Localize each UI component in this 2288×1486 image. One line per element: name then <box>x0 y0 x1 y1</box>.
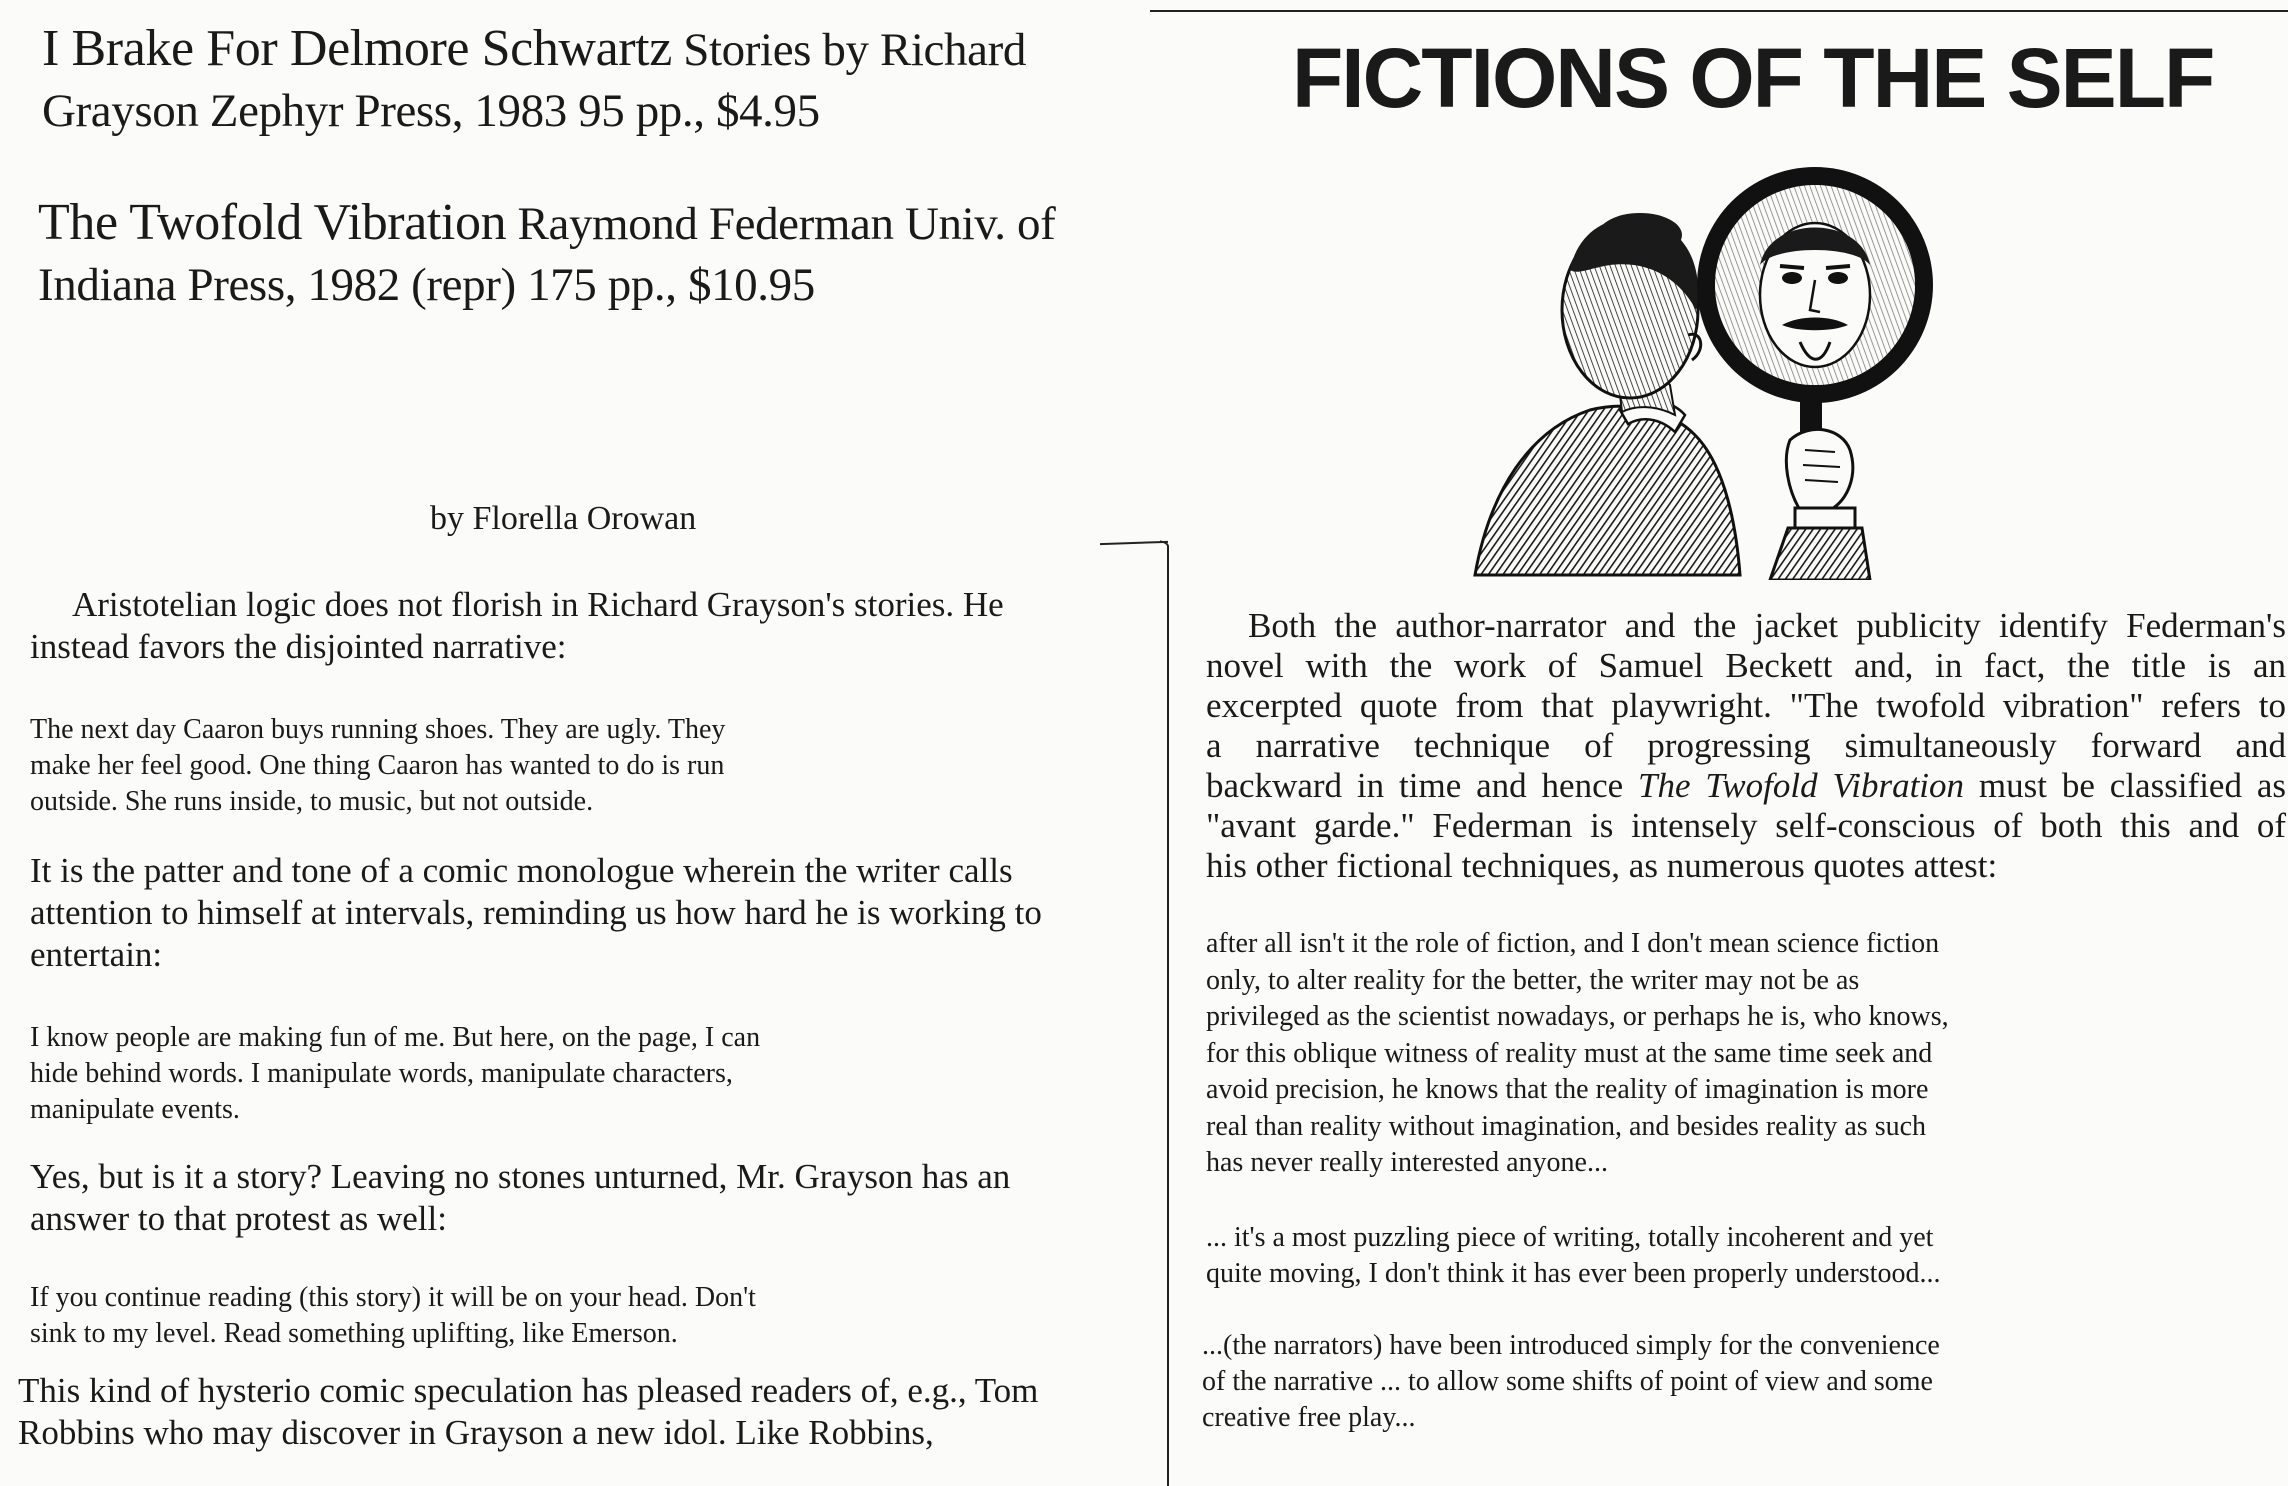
text-line: It is the patter and tone of a comic monologue wherein the writer calls <box>30 851 1013 890</box>
quote-line: ... it's a most puzzling piece of writing, totally incoherent and yet <box>1206 1221 1934 1253</box>
right-column <box>1202 606 2286 1436</box>
quote-line: sink to my level. Read something uplifting, like Emerson. <box>30 1318 678 1349</box>
right-quote-2 <box>1206 1220 2286 1292</box>
column-divider <box>1160 540 1180 1486</box>
quote-line: of the narrative ... to allow some shifts of point of view and some <box>1202 1365 1933 1397</box>
left-quote-2 <box>30 1020 1128 1128</box>
left-paragraph-3 <box>30 1156 1128 1240</box>
quote-line: hide behind words. I manipulate words, manipulate characters, <box>30 1058 733 1089</box>
quote-line: quite moving, I don't think it has ever been properly understood... <box>1206 1257 1941 1289</box>
quote-line: ...(the narrators) have been introduced simply for the convenience <box>1202 1329 1940 1361</box>
left-paragraph-4 <box>18 1370 1128 1454</box>
text-line: "avant garde." Federman is intensely self-conscious of both this and of <box>1206 806 2286 845</box>
book2-author: Raymond Federman Univ. of <box>517 198 1056 250</box>
text-line: his other fictional techniques, as numerous quotes attest: <box>1206 846 1998 885</box>
quote-line: real than reality without imagination, and besides reality as such <box>1206 1110 1927 1142</box>
quote-line: I know people are making fun of me. But here, on the page, I can <box>30 1022 761 1053</box>
text-line: Yes, but is it a story? Leaving no stones unturned, Mr. Grayson has an <box>30 1157 1011 1196</box>
text-line: excerpted quote from that playwright. "The twofold vibration" refers to <box>1206 686 2286 725</box>
book2-title: The Twofold Vibration <box>38 194 507 251</box>
text-line: attention to himself at intervals, reminding us how hard he is working to <box>30 893 1042 932</box>
headline: FICTIONS OF THE SELF <box>1292 31 2214 125</box>
right-quote-1 <box>1206 926 2286 1182</box>
text-line: Robbins who may discover in Grayson a new idol. Like Robbins, <box>18 1413 934 1452</box>
text-line: instead favors the disjointed narrative: <box>30 627 567 666</box>
book1-author: Stories by Richard <box>683 24 1026 76</box>
right-quote-3 <box>1202 1328 2286 1436</box>
text-line: entertain: <box>30 935 163 974</box>
quote-line: after all isn't it the role of fiction, and I don't mean science fiction <box>1206 928 1940 959</box>
column-divider-hook <box>1100 541 1168 545</box>
text-line: This kind of hysterio comic speculation has pleased readers of, e.g., Tom <box>18 1371 1039 1410</box>
quote-line: privileged as the scientist nowadays, or perhaps he is, who knows, <box>1206 1001 1949 1032</box>
right-paragraph-1 <box>1206 606 2286 886</box>
quote-line: manipulate events. <box>30 1094 240 1125</box>
book1-line1 <box>42 18 1026 81</box>
quote-line: make her feel good. One thing Caaron has wanted to do is run <box>30 750 725 781</box>
left-quote-1 <box>30 712 1128 820</box>
text-line: backward in time and hence The Twofold Vibration must be classified as <box>1206 766 2286 805</box>
book-title-italic: The Twofold Vibration <box>1638 766 1965 805</box>
byline: by Florella Orowan <box>430 500 697 537</box>
left-paragraph-1 <box>30 584 1128 668</box>
quote-line: avoid precision, he knows that the reality of imagination is more <box>1206 1074 1929 1105</box>
book2-line1 <box>38 192 1055 255</box>
text-line: Both the author-narrator and the jacket publicity identify Federman's <box>1248 606 2286 645</box>
book1-title: I Brake For Delmore Schwartz <box>42 20 672 77</box>
quote-line: for this oblique witness of reality must at the same time seek and <box>1206 1037 1933 1069</box>
text-line: novel with the work of Samuel Beckett and, in fact, the title is an <box>1206 646 2286 685</box>
left-column <box>18 584 1128 1454</box>
text-line: a narrative technique of progressing simultaneously forward and <box>1206 726 2286 765</box>
text-line: Aristotelian logic does not florish in Richard Grayson's stories. He <box>72 585 1004 624</box>
text-line: answer to that protest as well: <box>30 1199 447 1238</box>
book2-line2: Indiana Press, 1982 (repr) 175 pp., $10.95 <box>38 259 815 311</box>
quote-line: creative free play... <box>1202 1401 1416 1433</box>
left-quote-3 <box>30 1280 1128 1352</box>
top-rule <box>1150 10 2288 12</box>
quote-line: If you continue reading (this story) it will be on your head. Don't <box>30 1282 756 1313</box>
quote-line: outside. She runs inside, to music, but not outside. <box>30 786 594 817</box>
quote-line: only, to alter reality for the better, the writer may not be as <box>1206 964 1860 996</box>
man-looking-in-hand-mirror-icon <box>1470 160 1940 580</box>
quote-line: The next day Caaron buys running shoes. They are ugly. They <box>30 714 726 745</box>
left-paragraph-2 <box>30 850 1128 976</box>
quote-line: has never really interested anyone... <box>1206 1147 1608 1178</box>
book1-line2: Grayson Zephyr Press, 1983 95 pp., $4.95 <box>42 85 820 137</box>
